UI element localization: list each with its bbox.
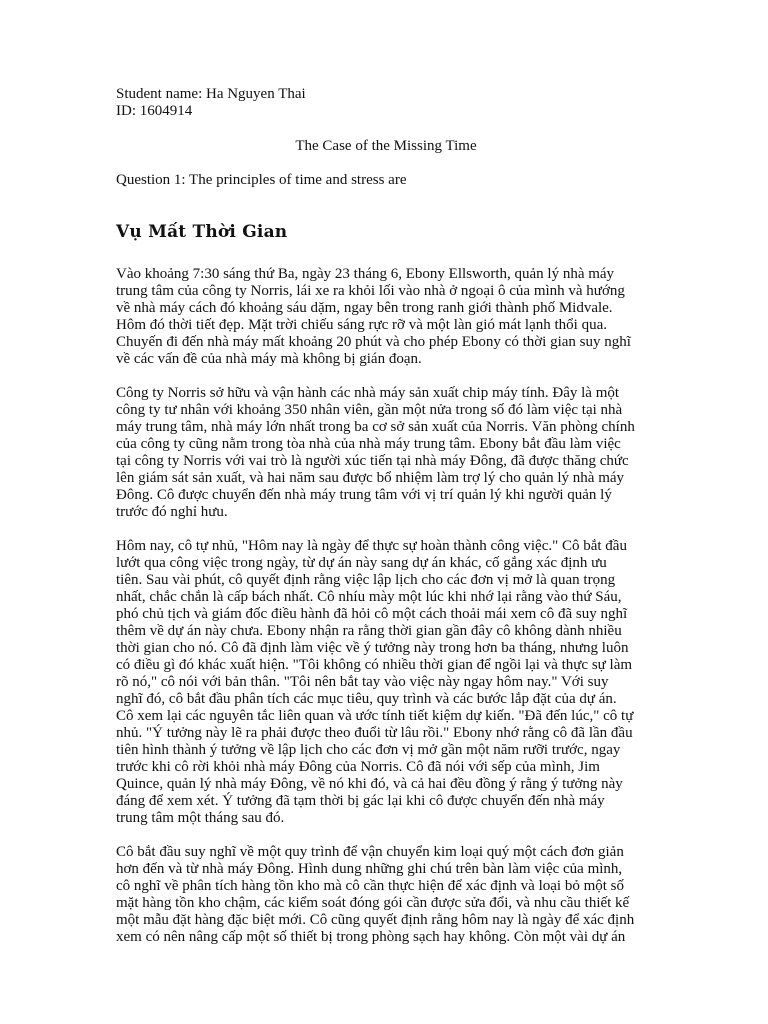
text-line: Cô xem lại các nguyên tắc liên quan và ước tính tiết kiệm dự kiến. "Đã đến lúc," cô tự <box>116 708 634 724</box>
paragraph-3 <box>116 538 656 827</box>
text-line: trung tâm của công ty Norris, lái xe ra khỏi lối vào nhà ở ngoại ô của mình và hướng <box>116 283 625 299</box>
text-line: trước đó nghỉ hưu. <box>116 504 228 520</box>
text-line: về nhà máy cách đó khoảng sáu dặm, ngay bên trong ranh giới thành phố Midvale. <box>116 300 613 316</box>
text-line: tiên. Sau vài phút, cô quyết định rằng việc lập lịch cho các đơn vị mở là quan trọng <box>116 572 616 588</box>
text-line: Công ty Norris sở hữu và vận hành các nhà máy sản xuất chip máy tính. Đây là một <box>116 385 620 401</box>
document-page <box>116 86 656 946</box>
text-line: của công ty cũng nằm trong tòa nhà của nhà máy trung tâm. Ebony bắt đầu làm việc <box>116 436 621 452</box>
text-line: tiên hình thành ý tưởng về lập lịch cho các đơn vị mở gần một năm rưỡi trước, ngay <box>116 742 621 758</box>
text-line: lướt qua công việc trong ngày, từ dự án này sang dự án khác, cố gắng xác định ưu <box>116 555 607 571</box>
text-line: Cô bắt đầu suy nghĩ về một quy trình để vận chuyển kim loại quý một cách đơn giản <box>116 844 624 860</box>
text-line: thêm về dự án này chưa. Ebony nhận ra rằng thời gian gần đây cô không dành nhiều <box>116 623 622 639</box>
student-name: Student name: Ha Nguyen Thai <box>116 86 306 102</box>
paragraph-2 <box>116 385 656 521</box>
text-line: một mẫu đặt hàng đặc biệt mới. Cô cũng quyết định rằng hôm nay là ngày để xác định <box>116 912 635 928</box>
text-line: Hôm nay, cô tự nhủ, "Hôm nay là ngày để thực sự hoàn thành công việc." Cô bắt đầu <box>116 538 627 554</box>
text-line: công ty tư nhân với khoảng 350 nhân viên, gần một nửa trong số đó làm việc tại nhà <box>116 402 623 418</box>
text-line: cô nghĩ về phân tích hàng tồn kho mà cô cần thực hiện để xác định và loại bỏ một số <box>116 878 625 894</box>
text-line: về các vấn đề của nhà máy mà không bị gián đoạn. <box>116 351 422 367</box>
text-line: nhất, chắc chắn là cấp bách nhất. Cô nhíu mày một lúc khi nhớ lại rằng vào thứ Sáu, <box>116 589 622 605</box>
text-line: Vào khoảng 7:30 sáng thứ Ba, ngày 23 tháng 6, Ebony Ellsworth, quản lý nhà máy <box>116 266 615 282</box>
text-line: hơn đến và từ nhà máy Đông. Hình dung những ghi chú trên bàn làm việc của mình, <box>116 861 623 877</box>
text-line: Đông. Cô được chuyển đến nhà máy trung tâm với vị trí quản lý khi người quản lý <box>116 487 612 503</box>
text-line: xem có nên nâng cấp một số thiết bị trong phòng sạch hay không. Còn một vài dự án <box>116 929 626 945</box>
text-line: rõ nó," cô nói với bản thân. "Tôi nên bắt tay vào việc này ngay hôm nay." Với suy <box>116 674 609 690</box>
text-line: phó chủ tịch và giám đốc điều hành đã hỏi cô một cách thoải mái xem cô đã suy nghĩ <box>116 606 628 622</box>
text-line: Hôm đó thời tiết đẹp. Mặt trời chiếu sáng rực rỡ và một làn gió mát lạnh thổi qua. <box>116 317 607 333</box>
text-line: lên giám sát sản xuất, và hai năm sau được bổ nhiệm làm trợ lý cho quản lý nhà máy <box>116 470 625 486</box>
text-line: máy trung tâm, nhà máy lớn nhất trong ba cơ sở sản xuất của Norris. Văn phòng chính <box>116 419 635 435</box>
paragraph-4 <box>116 844 656 946</box>
text-line: thời gian cho nó. Cô đã định làm việc về ý tưởng này trong hơn ba tháng, nhưng luôn <box>116 640 629 656</box>
text-line: tại công ty Norris với vai trò là người xúc tiến tại nhà máy Đông, đã được thăng chức <box>116 453 629 469</box>
question-line: Question 1: The principles of time and stress are <box>116 172 407 188</box>
text-line: Chuyến đi đến nhà máy mất khoảng 20 phút và cho phép Ebony có thời gian suy nghĩ <box>116 334 631 350</box>
text-line: trung tâm một tháng sau đó. <box>116 810 285 826</box>
paragraph-1 <box>116 266 656 368</box>
text-line: nghĩ đó, cô bắt đầu phân tích các mục tiêu, quy trình và các bước lắp đặt của dự án. <box>116 691 617 707</box>
text-line: trước khi cô rời khỏi nhà máy Đông của Norris. Cô đã nói với sếp của mình, Jim <box>116 759 600 775</box>
text-line: đáng để xem xét. Ý tưởng đã tạm thời bị gác lại khi cô được chuyển đến nhà máy <box>116 793 605 809</box>
text-line: nhủ. "Ý tưởng này lẽ ra phải được theo đuổi từ lâu rồi." Ebony nhớ rằng cô đã lần đầu <box>116 725 633 741</box>
student-id: ID: 1604914 <box>116 103 193 119</box>
text-line: mặt hàng tồn kho chậm, các kiểm soát đóng gói cần được sửa đổi, và nhu cầu thiết kế <box>116 895 630 911</box>
text-line: Quince, quản lý nhà máy Đông, về nó khi đó, và cả hai đều đồng ý rằng ý tưởng này <box>116 776 623 792</box>
article-heading: Vụ Mất Thời Gian <box>116 222 288 242</box>
document-title: The Case of the Missing Time <box>295 138 477 154</box>
text-line: có điều gì đó khác xuất hiện. "Tôi không có nhiều thời gian để ngồi lại và thực sự làm <box>116 657 633 673</box>
